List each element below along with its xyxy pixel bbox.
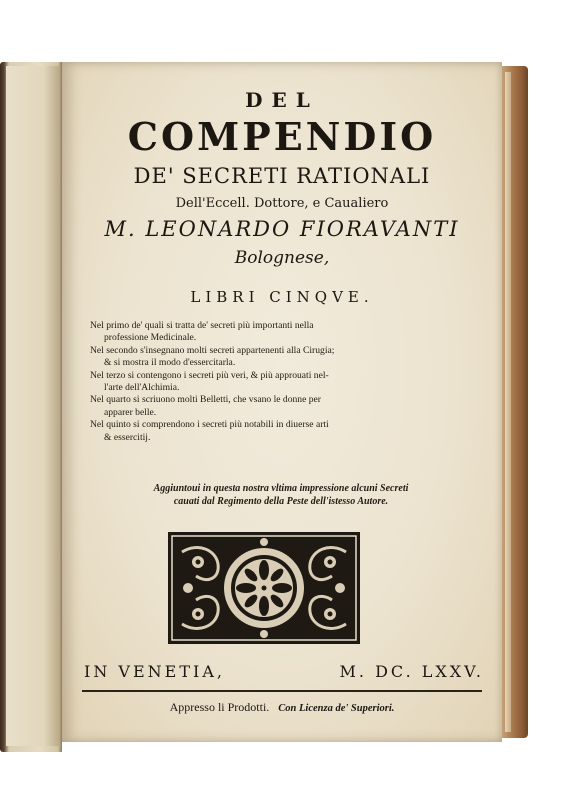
contents-item: Nel quinto si comprendono i secreti più notabili in diuerse arti & essercitij. — [90, 419, 329, 443]
books-count: LIBRI CINQVE. — [190, 288, 374, 306]
title-page — [62, 62, 502, 742]
title-compendio: COMPENDIO — [127, 114, 437, 159]
imprint-rule — [82, 690, 482, 692]
license-note: Con Licenza de' Superiori. — [278, 703, 395, 714]
imprint-place: IN VENETIA, — [84, 662, 225, 681]
imprint-line — [84, 662, 484, 681]
title-del: DEL — [245, 88, 319, 112]
contents-item: Nel primo de' quali si tratta de' secreti più importanti nella professione Medicinale. — [90, 320, 314, 344]
publisher-name: Appresso li Prodotti. — [169, 700, 270, 714]
author-titles: Dell'Eccell. Dottore, e Caualiero — [175, 196, 389, 211]
left-page-edge — [6, 66, 60, 746]
book — [0, 52, 528, 752]
publisher-line — [82, 700, 482, 715]
author-name: M. LEONARDO FIORAVANTI — [104, 217, 460, 241]
imprint-year: M. DC. LXXV. — [339, 662, 484, 681]
author-origin: Bolognese, — [234, 248, 330, 268]
contents-item: Nel secondo s'insegnano molti secreti appartenenti alla Cirugia; & si mostra il modo d'essercitarla. — [90, 344, 335, 369]
contents-item: Nel quarto si scriuono molti Belletti, che vsano le donne per apparer belle. — [90, 394, 321, 418]
contents-item: Nel terzo si contengono i secreti più veri, & più approuati nel- l'arte dell'Alchimia. — [90, 369, 329, 394]
book-cover-edge — [502, 66, 528, 738]
addition-note: Aggiuntoui in questa nostra vltima impressione alcuni Secreti cauati dal Regimento della Peste dell'istesso Autore. — [153, 483, 409, 507]
contents-list — [90, 320, 480, 444]
title-secreti: DE' SECRETI RATIONALI — [133, 164, 431, 188]
woodcut-ornament-icon — [168, 532, 360, 644]
